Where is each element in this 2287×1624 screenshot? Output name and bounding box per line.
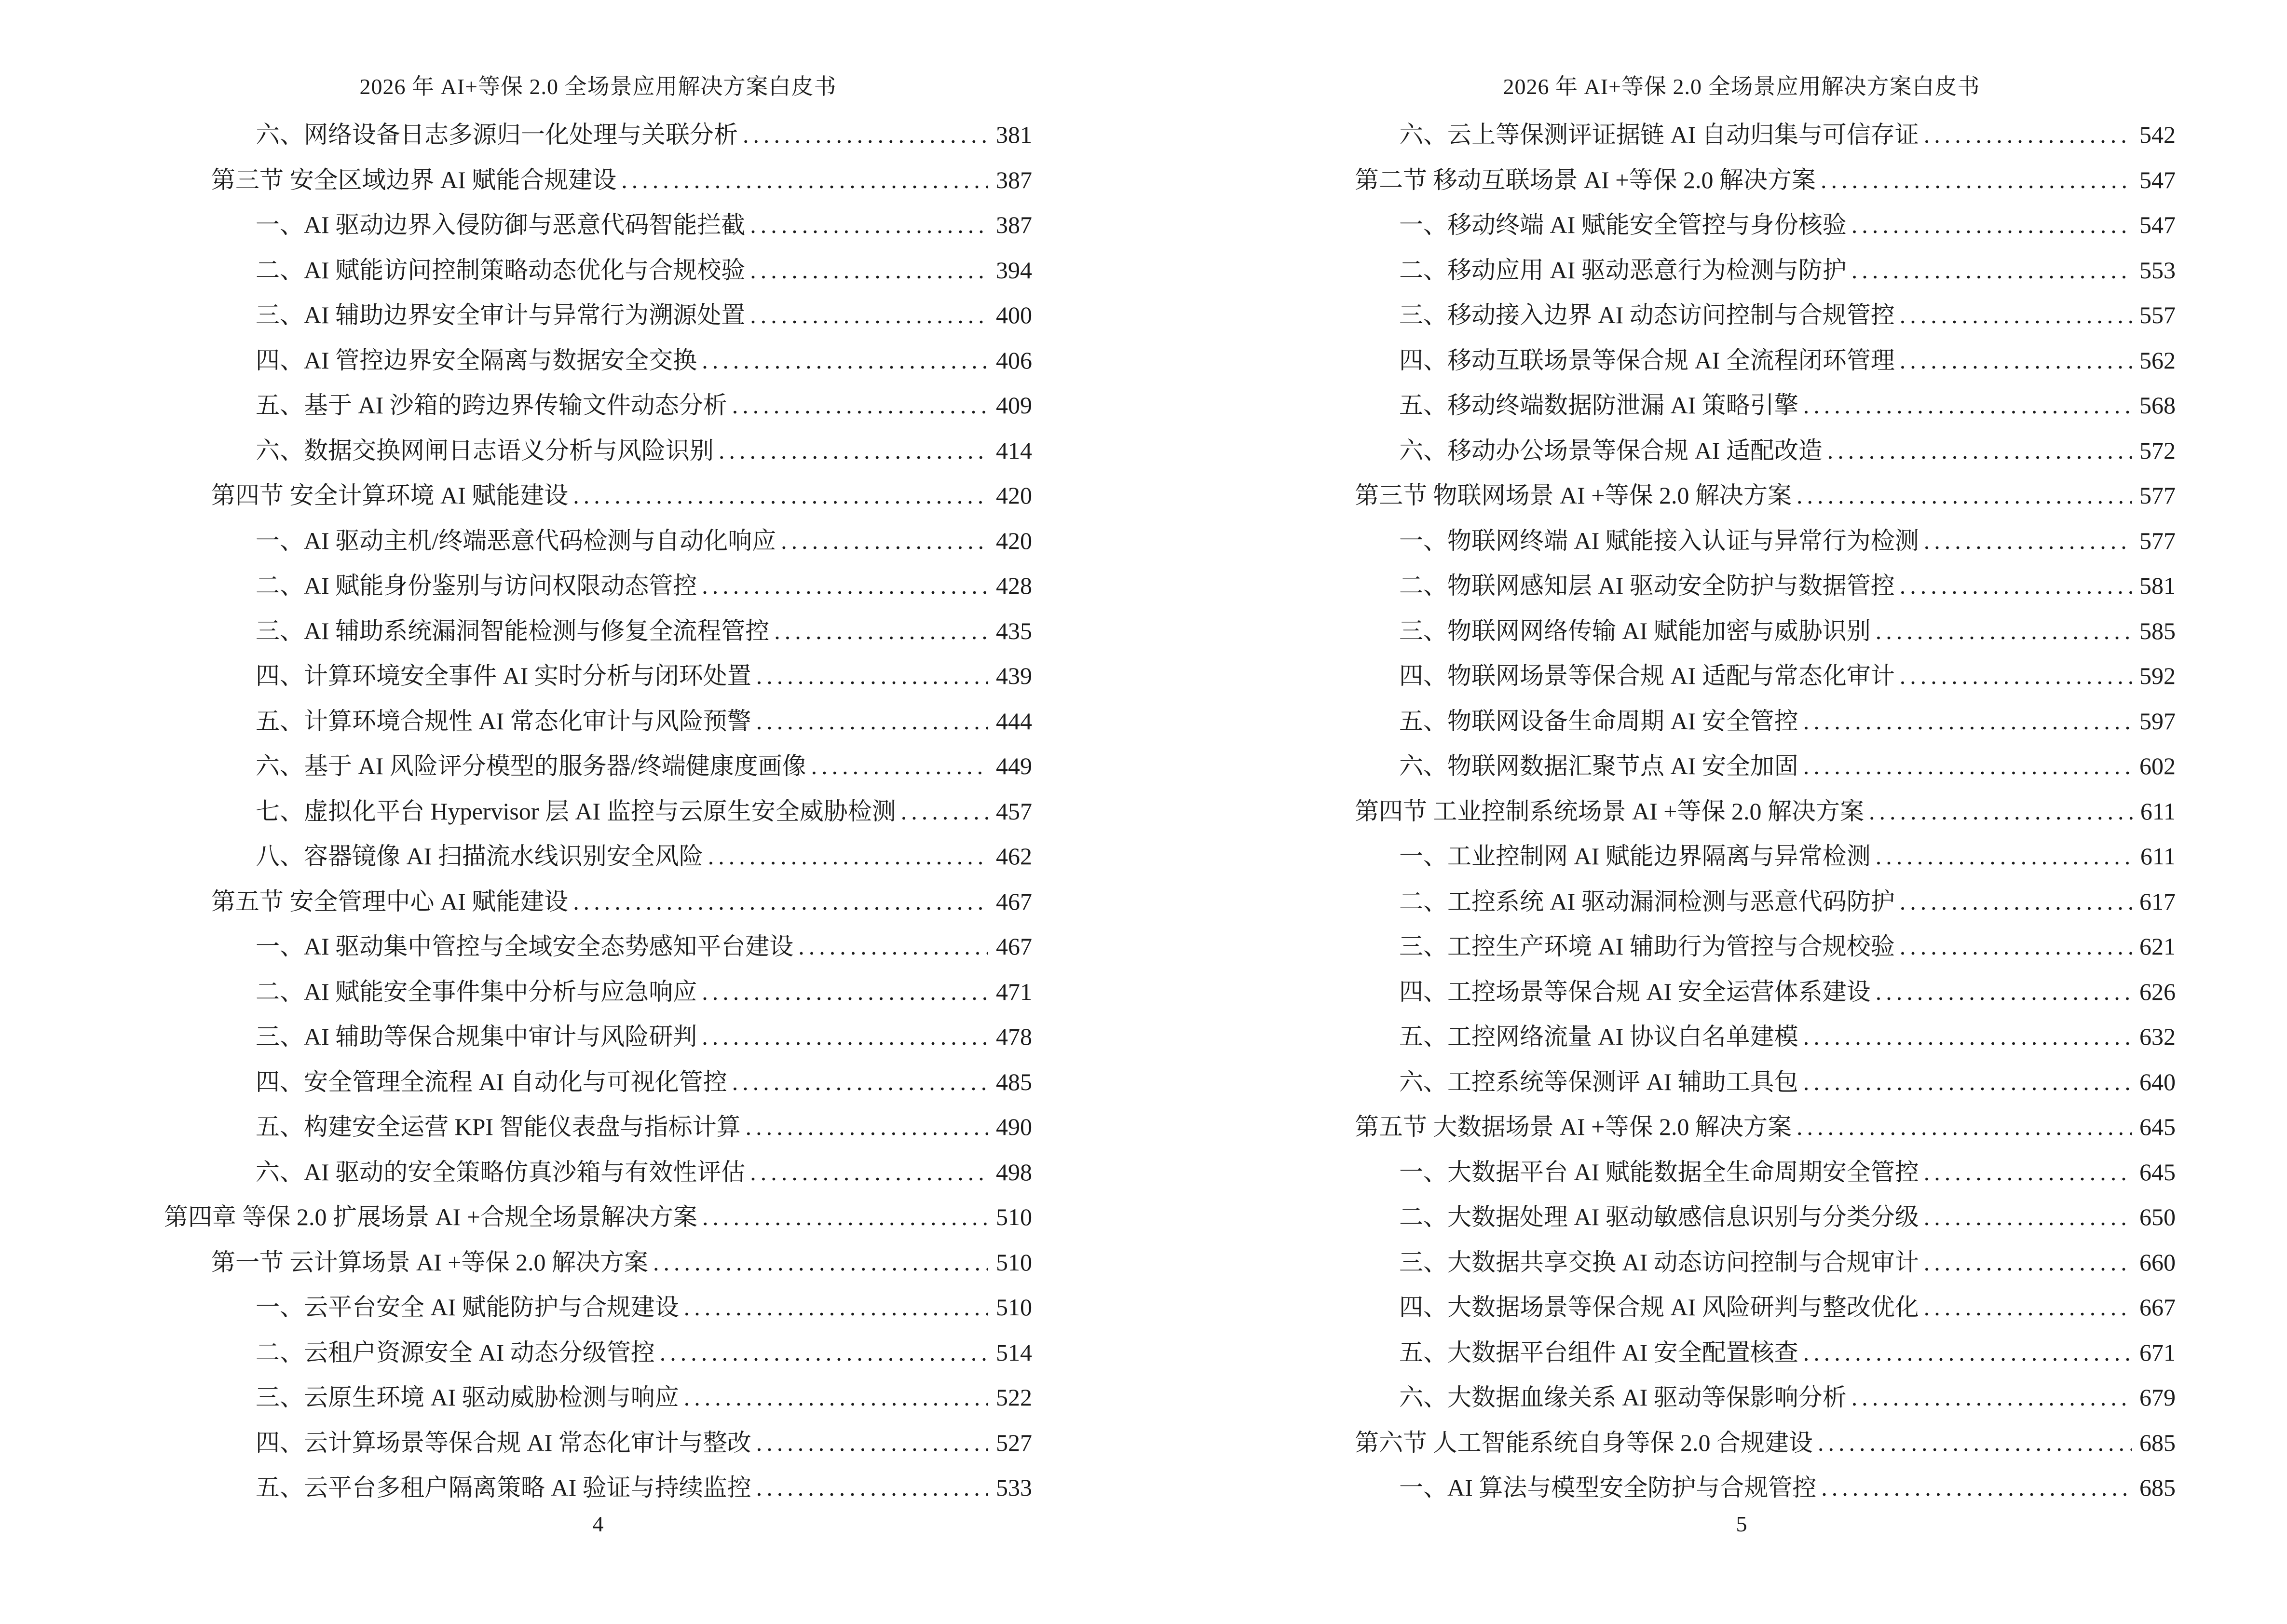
dot-leader — [1851, 248, 2132, 293]
toc-entry — [164, 112, 1032, 158]
toc-entry-title: 一、AI 驱动边界入侵防御与恶意代码智能拦截 — [256, 211, 746, 238]
toc-entry-title: 一、云平台安全 AI 赋能防护与合规建设 — [256, 1294, 679, 1321]
toc-entry — [164, 473, 1032, 519]
toc-entry — [1307, 1195, 2176, 1240]
page-number-footer: 4 — [592, 1512, 604, 1536]
toc-entry-page-number: 478 — [996, 1023, 1032, 1050]
dot-leader — [1876, 609, 2132, 654]
toc-entry-title: 二、AI 赋能访问控制策略动态优化与合规校验 — [256, 256, 746, 284]
dot-leader — [1900, 879, 2132, 925]
page-number-footer: 5 — [1736, 1512, 1747, 1536]
toc-entry-page-number: 435 — [996, 617, 1032, 644]
toc-entry-title: 四、工控场景等保合规 AI 安全运营体系建设 — [1399, 978, 1871, 1005]
dot-leader — [1876, 834, 2133, 879]
toc-entry — [164, 1014, 1032, 1060]
dot-leader — [1924, 112, 2132, 158]
toc-entry-page-number: 381 — [996, 121, 1032, 148]
toc-entry — [164, 1150, 1032, 1195]
toc-entry-title: 五、大数据平台组件 AI 安全配置核查 — [1399, 1338, 1798, 1366]
dot-leader — [1869, 789, 2133, 834]
dot-leader — [732, 383, 988, 428]
toc-entry-page-number: 645 — [2139, 1113, 2176, 1140]
toc-entry-page-number: 667 — [2139, 1294, 2176, 1321]
toc-entry — [1307, 1105, 2176, 1150]
dot-leader — [901, 789, 988, 834]
dot-leader — [1924, 1285, 2132, 1330]
toc-entry-page-number: 457 — [996, 797, 1032, 825]
dot-leader — [702, 1014, 988, 1060]
toc-entry-title: 六、移动办公场景等保合规 AI 适配改造 — [1399, 437, 1823, 464]
toc-entry-title: 五、工控网络流量 AI 协议白名单建模 — [1399, 1023, 1798, 1050]
document-header: 2026 年 AI+等保 2.0 全场景应用解决方案白皮书 — [1503, 74, 1980, 99]
dot-leader — [621, 158, 988, 203]
toc-entry-page-number: 645 — [2139, 1158, 2176, 1186]
toc-entry — [164, 1285, 1032, 1330]
toc-entry — [164, 383, 1032, 428]
toc-entry-title: 二、AI 赋能身份鉴别与访问权限动态管控 — [256, 572, 697, 599]
toc-entry-page-number: 617 — [2139, 887, 2176, 915]
toc-entry-title: 三、移动接入边界 AI 动态访问控制与合规管控 — [1399, 301, 1895, 328]
dot-leader — [750, 203, 988, 248]
toc-entry-title: 四、AI 管控边界安全隔离与数据安全交换 — [256, 346, 697, 374]
toc-entry-page-number: 602 — [2139, 752, 2176, 779]
toc-entry — [1307, 1375, 2176, 1420]
toc-entry-page-number: 650 — [2139, 1203, 2176, 1230]
dot-leader — [1803, 1330, 2132, 1376]
toc-entry-page-number: 542 — [2139, 121, 2176, 148]
toc-entry — [1307, 654, 2176, 699]
toc-entry — [1307, 519, 2176, 564]
toc-entry-title: 三、云原生环境 AI 驱动威胁检测与响应 — [256, 1384, 679, 1411]
toc-list — [164, 112, 1032, 1511]
dot-leader — [1924, 1150, 2132, 1195]
toc-entry — [164, 1240, 1032, 1285]
toc-entry — [164, 428, 1032, 474]
dot-leader — [1900, 654, 2132, 699]
toc-entry-title: 四、移动互联场景等保合规 AI 全流程闭环管理 — [1399, 346, 1895, 374]
toc-entry-title: 三、AI 辅助系统漏洞智能检测与修复全流程管控 — [256, 617, 770, 644]
dot-leader — [1803, 383, 2132, 428]
toc-entry-page-number: 467 — [996, 933, 1032, 960]
toc-entry-title: 第五节 安全管理中心 AI 赋能建设 — [211, 887, 569, 915]
toc-entry-title: 六、工控系统等保测评 AI 辅助工具包 — [1399, 1068, 1798, 1095]
dot-leader — [1803, 744, 2132, 789]
toc-entry-page-number: 640 — [2139, 1068, 2176, 1095]
toc-entry-title: 二、工控系统 AI 驱动漏洞检测与恶意代码防护 — [1399, 887, 1895, 915]
toc-entry-page-number: 409 — [996, 392, 1032, 419]
toc-entry-title: 二、移动应用 AI 驱动恶意行为检测与防护 — [1399, 256, 1847, 284]
toc-entry — [164, 879, 1032, 925]
toc-entry-page-number: 498 — [996, 1158, 1032, 1186]
toc-entry-title: 六、物联网数据汇聚节点 AI 安全加固 — [1399, 752, 1798, 779]
toc-entry — [164, 1060, 1032, 1105]
toc-entry-page-number: 568 — [2139, 392, 2176, 419]
toc-entry-title: 四、计算环境安全事件 AI 实时分析与闭环处置 — [256, 662, 751, 689]
dot-leader — [702, 969, 988, 1015]
dot-leader — [732, 1060, 988, 1105]
toc-entry-page-number: 626 — [2139, 978, 2176, 1005]
dot-leader — [708, 834, 988, 879]
toc-entry — [1307, 1330, 2176, 1376]
toc-entry — [1307, 1150, 2176, 1195]
dot-leader — [660, 1330, 988, 1376]
toc-entry — [1307, 969, 2176, 1015]
dot-leader — [719, 428, 988, 474]
toc-entry-title: 第三节 物联网场景 AI +等保 2.0 解决方案 — [1355, 482, 1792, 509]
toc-entry — [164, 699, 1032, 744]
toc-entry — [1307, 609, 2176, 654]
dot-leader — [750, 1150, 988, 1195]
toc-entry-title: 第四节 安全计算环境 AI 赋能建设 — [211, 482, 569, 509]
toc-entry-title: 四、安全管理全流程 AI 自动化与可视化管控 — [256, 1068, 727, 1095]
toc-entry-title: 第三节 安全区域边界 AI 赋能合规建设 — [211, 166, 617, 193]
dot-leader — [1924, 1240, 2132, 1285]
dot-leader — [1827, 428, 2132, 474]
toc-entry — [1307, 879, 2176, 925]
toc-entry — [1307, 428, 2176, 474]
toc-entry-page-number: 387 — [996, 211, 1032, 238]
toc-entry — [1307, 293, 2176, 338]
toc-entry-title: 第六节 人工智能系统自身等保 2.0 合规建设 — [1355, 1429, 1813, 1456]
dot-leader — [750, 293, 988, 338]
toc-entry-page-number: 394 — [996, 256, 1032, 284]
toc-entry-title: 五、基于 AI 沙箱的跨边界传输文件动态分析 — [256, 392, 727, 419]
toc-entry — [164, 609, 1032, 654]
toc-entry-title: 第四章 等保 2.0 扩展场景 AI +合规全场景解决方案 — [164, 1203, 697, 1230]
toc-entry — [1307, 1060, 2176, 1105]
dot-leader — [1900, 563, 2132, 609]
toc-entry-title: 一、大数据平台 AI 赋能数据全生命周期安全管控 — [1399, 1158, 1919, 1186]
toc-entry-page-number: 557 — [2139, 301, 2176, 328]
toc-entry — [1307, 789, 2176, 834]
toc-entry-title: 二、大数据处理 AI 驱动敏感信息识别与分类分级 — [1399, 1203, 1919, 1230]
toc-entry-title: 四、大数据场景等保合规 AI 风险研判与整改优化 — [1399, 1294, 1919, 1321]
dot-leader — [1797, 1105, 2132, 1150]
toc-entry — [164, 158, 1032, 203]
toc-entry-title: 四、物联网场景等保合规 AI 适配与常态化审计 — [1399, 662, 1895, 689]
toc-entry-page-number: 632 — [2139, 1023, 2176, 1050]
toc-entry-page-number: 406 — [996, 346, 1032, 374]
toc-entry — [164, 744, 1032, 789]
toc-entry — [164, 293, 1032, 338]
toc-entry — [1307, 203, 2176, 248]
dot-leader — [756, 699, 988, 744]
toc-entry — [1307, 563, 2176, 609]
toc-entry-title: 一、物联网终端 AI 赋能接入认证与异常行为检测 — [1399, 527, 1919, 554]
toc-entry-title: 六、基于 AI 风险评分模型的服务器/终端健康度画像 — [256, 752, 806, 779]
toc-entry-page-number: 547 — [2139, 211, 2176, 238]
toc-entry-title: 六、云上等保测评证据链 AI 自动归集与可信存证 — [1399, 121, 1919, 148]
toc-entry-page-number: 679 — [2139, 1384, 2176, 1411]
toc-entry — [1307, 1285, 2176, 1330]
toc-entry — [164, 248, 1032, 293]
dot-leader — [573, 879, 988, 925]
toc-entry-page-number: 577 — [2139, 482, 2176, 509]
dot-leader — [746, 1105, 988, 1150]
dot-leader — [1900, 293, 2132, 338]
toc-entry-title: 六、大数据血缘关系 AI 驱动等保影响分析 — [1399, 1384, 1847, 1411]
toc-entry-page-number: 562 — [2139, 346, 2176, 374]
toc-entry-page-number: 660 — [2139, 1248, 2176, 1276]
toc-entry — [164, 519, 1032, 564]
toc-entry-page-number: 581 — [2139, 572, 2176, 599]
toc-entry-title: 一、工业控制网 AI 赋能边界隔离与异常检测 — [1399, 843, 1871, 870]
toc-entry-page-number: 471 — [996, 978, 1032, 1005]
dot-leader — [1803, 1014, 2132, 1060]
toc-entry-page-number: 621 — [2139, 933, 2176, 960]
toc-entry-title: 五、构建安全运营 KPI 智能仪表盘与指标计算 — [256, 1113, 741, 1140]
toc-entry-title: 一、AI 驱动集中管控与全域安全态势感知平台建设 — [256, 933, 794, 960]
toc-entry — [1307, 473, 2176, 519]
toc-entry-page-number: 387 — [996, 166, 1032, 193]
dot-leader — [702, 1195, 988, 1240]
toc-entry-page-number: 510 — [996, 1203, 1032, 1230]
dot-leader — [774, 609, 988, 654]
toc-entry — [164, 1105, 1032, 1150]
toc-entry — [1307, 699, 2176, 744]
toc-entry-page-number: 428 — [996, 572, 1032, 599]
toc-entry-title: 八、容器镜像 AI 扫描流水线识别安全风险 — [256, 843, 703, 870]
toc-entry — [164, 1195, 1032, 1240]
dot-leader — [1900, 338, 2132, 383]
toc-entry — [164, 338, 1032, 383]
dot-leader — [702, 563, 988, 609]
dot-leader — [743, 112, 988, 158]
dot-leader — [756, 654, 988, 699]
toc-entry — [1307, 338, 2176, 383]
toc-entry-title: 五、移动终端数据防泄漏 AI 策略引擎 — [1399, 392, 1798, 419]
toc-entry-page-number: 547 — [2139, 166, 2176, 193]
toc-entry-title: 第五节 大数据场景 AI +等保 2.0 解决方案 — [1355, 1113, 1792, 1140]
dot-leader — [573, 473, 988, 519]
toc-entry-page-number: 527 — [996, 1429, 1032, 1456]
dot-leader — [1818, 1420, 2132, 1466]
toc-entry-page-number: 462 — [996, 843, 1032, 870]
dot-leader — [1876, 969, 2132, 1015]
dot-leader — [1797, 473, 2132, 519]
page-right — [1144, 0, 2287, 1624]
toc-entry-page-number: 490 — [996, 1113, 1032, 1140]
toc-list — [1307, 112, 2176, 1511]
toc-entry-page-number: 572 — [2139, 437, 2176, 464]
toc-entry — [164, 924, 1032, 969]
toc-entry-title: 一、AI 算法与模型安全防护与合规管控 — [1399, 1474, 1817, 1501]
toc-entry-page-number: 400 — [996, 301, 1032, 328]
toc-entry-page-number: 533 — [996, 1474, 1032, 1501]
toc-entry — [1307, 1240, 2176, 1285]
toc-entry — [164, 654, 1032, 699]
dot-leader — [684, 1285, 988, 1330]
toc-entry-title: 三、工控生产环境 AI 辅助行为管控与合规校验 — [1399, 933, 1895, 960]
toc-entry-page-number: 577 — [2139, 527, 2176, 554]
toc-entry-page-number: 685 — [2139, 1429, 2176, 1456]
toc-entry-title: 三、物联网网络传输 AI 赋能加密与威胁识别 — [1399, 617, 1871, 644]
toc-entry-title: 第一节 云计算场景 AI +等保 2.0 解决方案 — [211, 1248, 648, 1276]
toc-entry-title: 六、网络设备日志多源归一化处理与关联分析 — [256, 121, 738, 148]
dot-leader — [1851, 1375, 2132, 1420]
document-header: 2026 年 AI+等保 2.0 全场景应用解决方案白皮书 — [359, 74, 837, 99]
dot-leader — [684, 1375, 988, 1420]
dot-leader — [750, 248, 988, 293]
toc-entry-title: 二、AI 赋能安全事件集中分析与应急响应 — [256, 978, 697, 1005]
toc-entry-page-number: 420 — [996, 527, 1032, 554]
toc-entry-title: 六、数据交换网闸日志语义分析与风险识别 — [256, 437, 714, 464]
toc-entry-page-number: 685 — [2139, 1474, 2176, 1501]
toc-entry-page-number: 671 — [2139, 1338, 2176, 1366]
toc-entry — [1307, 1014, 2176, 1060]
toc-entry-page-number: 611 — [2140, 843, 2176, 870]
toc-entry — [1307, 158, 2176, 203]
toc-entry-title: 五、物联网设备生命周期 AI 安全管控 — [1399, 707, 1798, 735]
dot-leader — [1851, 203, 2132, 248]
toc-entry-page-number: 514 — [996, 1338, 1032, 1366]
dot-leader — [1821, 158, 2132, 203]
dot-leader — [1924, 519, 2132, 564]
toc-entry-title: 第二节 移动互联场景 AI +等保 2.0 解决方案 — [1355, 166, 1816, 193]
toc-entry-title: 二、物联网感知层 AI 驱动安全防护与数据管控 — [1399, 572, 1895, 599]
toc-entry-title: 一、移动终端 AI 赋能安全管控与身份核验 — [1399, 211, 1847, 238]
toc-entry-title: 一、AI 驱动主机/终端恶意代码检测与自动化响应 — [256, 527, 776, 554]
toc-entry-page-number: 510 — [996, 1248, 1032, 1276]
toc-entry-title: 二、云租户资源安全 AI 动态分级管控 — [256, 1338, 655, 1366]
toc-entry — [1307, 744, 2176, 789]
toc-entry-page-number: 522 — [996, 1384, 1032, 1411]
toc-entry-title: 三、AI 辅助等保合规集中审计与风险研判 — [256, 1023, 697, 1050]
toc-entry — [1307, 248, 2176, 293]
toc-entry — [1307, 1420, 2176, 1466]
toc-entry-page-number: 439 — [996, 662, 1032, 689]
toc-entry — [164, 1330, 1032, 1376]
toc-entry-page-number: 510 — [996, 1294, 1032, 1321]
toc-entry — [1307, 112, 2176, 158]
dot-leader — [1900, 924, 2132, 969]
toc-entry-page-number: 611 — [2140, 797, 2176, 825]
toc-entry-page-number: 467 — [996, 887, 1032, 915]
toc-entry-page-number: 420 — [996, 482, 1032, 509]
toc-entry — [164, 203, 1032, 248]
toc-entry-page-number: 592 — [2139, 662, 2176, 689]
toc-entry-title: 三、AI 辅助边界安全审计与异常行为溯源处置 — [256, 301, 746, 328]
toc-entry-page-number: 485 — [996, 1068, 1032, 1095]
toc-entry — [1307, 383, 2176, 428]
dot-leader — [1803, 699, 2132, 744]
toc-entry — [164, 1375, 1032, 1420]
toc-entry-title: 五、云平台多租户隔离策略 AI 验证与持续监控 — [256, 1474, 751, 1501]
toc-entry-page-number: 553 — [2139, 256, 2176, 284]
dot-leader — [781, 519, 988, 564]
toc-entry — [164, 969, 1032, 1015]
dot-leader — [811, 744, 988, 789]
dot-leader — [756, 1420, 988, 1466]
toc-entry-title: 七、虚拟化平台 Hypervisor 层 AI 监控与云原生安全威胁检测 — [256, 797, 896, 825]
toc-entry-title: 第四节 工业控制系统场景 AI +等保 2.0 解决方案 — [1355, 797, 1864, 825]
toc-entry-page-number: 597 — [2139, 707, 2176, 735]
toc-entry — [164, 563, 1032, 609]
dot-leader — [653, 1240, 988, 1285]
toc-entry-title: 五、计算环境合规性 AI 常态化审计与风险预警 — [256, 707, 751, 735]
dot-leader — [798, 924, 988, 969]
toc-entry — [164, 1420, 1032, 1466]
toc-entry — [1307, 834, 2176, 879]
dot-leader — [702, 338, 988, 383]
toc-entry-page-number: 449 — [996, 752, 1032, 779]
toc-entry — [164, 789, 1032, 834]
dot-leader — [1924, 1195, 2132, 1240]
toc-entry — [1307, 924, 2176, 969]
toc-entry-title: 六、AI 驱动的安全策略仿真沙箱与有效性评估 — [256, 1158, 746, 1186]
dot-leader — [1803, 1060, 2132, 1105]
toc-entry-title: 四、云计算场景等保合规 AI 常态化审计与整改 — [256, 1429, 751, 1456]
toc-entry — [164, 834, 1032, 879]
toc-entry-title: 三、大数据共享交换 AI 动态访问控制与合规审计 — [1399, 1248, 1919, 1276]
toc-entry-page-number: 414 — [996, 437, 1032, 464]
toc-entry-page-number: 444 — [996, 707, 1032, 735]
toc-entry-page-number: 585 — [2139, 617, 2176, 644]
